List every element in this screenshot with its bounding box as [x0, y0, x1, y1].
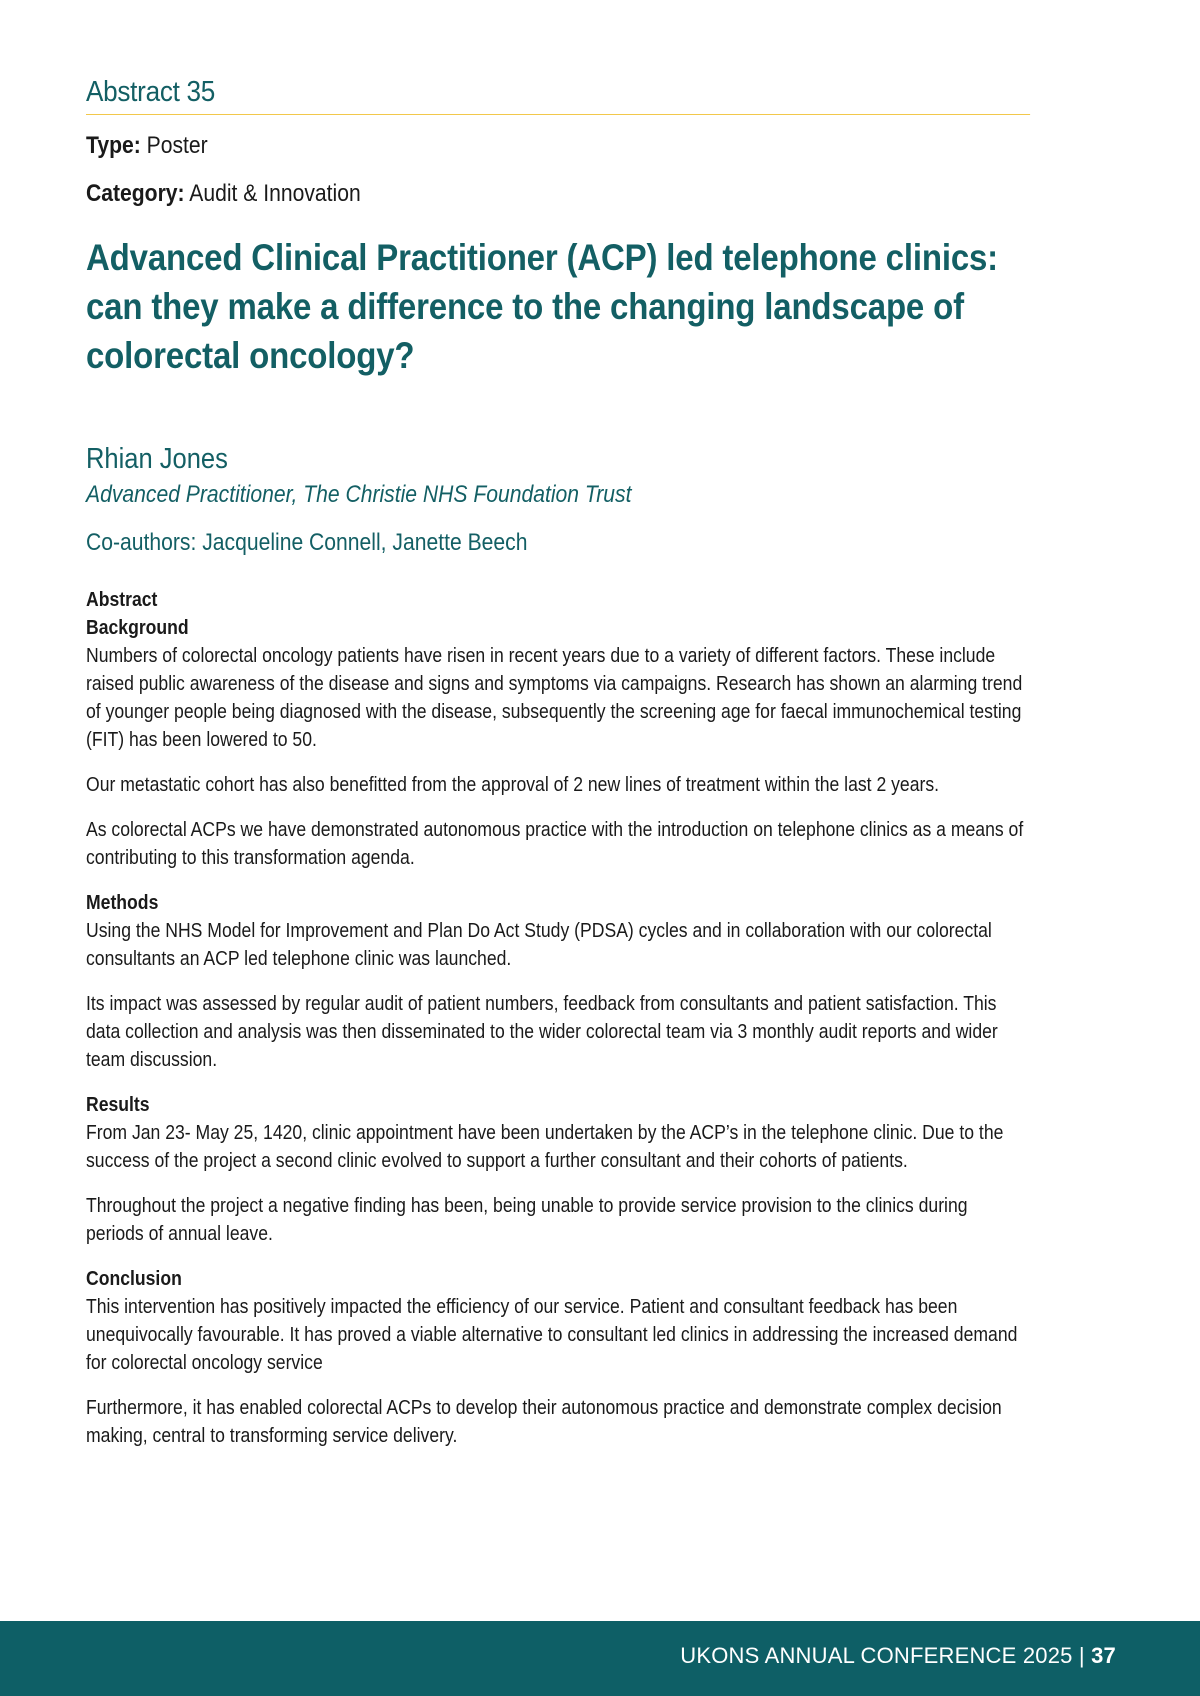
- methods-paragraph: Using the NHS Model for Improvement and Plan Do Act Study (PDSA) cycles and in collaboration with our colorectal consultants an ACP led telephone clinic was launched.: [86, 920, 992, 970]
- author-name: Rhian Jones: [86, 443, 228, 475]
- methods-heading: Methods: [86, 892, 159, 914]
- type-label: Type:: [86, 132, 141, 159]
- type-line: [86, 129, 1030, 163]
- abstract-body: [86, 586, 1030, 1450]
- footer-separator: |: [1072, 1643, 1092, 1668]
- abstract-number: Abstract 35: [86, 76, 1030, 115]
- methods-paragraph: Its impact was assessed by regular audit of patient numbers, feedback from consultants and patient satisfaction. This data collection and analysis was then disseminated to the wider colorectal team via 3 monthly audit reports and wider team discussion.: [86, 993, 998, 1071]
- category-value: Audit & Innovation: [189, 180, 361, 207]
- page-footer: [0, 1621, 1200, 1696]
- category-label: Category:: [86, 180, 185, 207]
- type-value: Poster: [146, 132, 208, 159]
- coauthors: Co-authors: Jacqueline Connell, Janette Beech: [86, 529, 528, 556]
- results-heading: Results: [86, 1094, 150, 1116]
- results-paragraph: From Jan 23- May 25, 1420, clinic appointment have been undertaken by the ACP’s in the telephone clinic. Due to the success of the project a second clinic evolved to support a further consultant and their cohorts of patients.: [86, 1122, 1004, 1172]
- results-paragraph: Throughout the project a negative finding has been, being unable to provide service provision to the clinics during periods of annual leave.: [86, 1195, 968, 1245]
- conclusion-paragraph: Furthermore, it has enabled colorectal ACPs to develop their autonomous practice and demonstrate complex decision making, central to transforming service delivery.: [86, 1397, 1002, 1447]
- abstract-page: [86, 76, 1030, 1467]
- conclusion-heading: Conclusion: [86, 1268, 182, 1290]
- abstract-heading: Abstract: [86, 589, 158, 611]
- background-paragraph: Our metastatic cohort has also benefitted from the approval of 2 new lines of treatment within the last 2 years.: [86, 774, 940, 796]
- abstract-title: Advanced Clinical Practitioner (ACP) led telephone clinics: can they make a difference to the changing landscape of colorectal oncology?: [86, 236, 998, 376]
- background-paragraph: Numbers of colorectal oncology patients have risen in recent years due to a variety of different factors. These include raised public awareness of the disease and signs and symptoms via campaigns. Research has shown an alarming trend of younger people being diagnosed with the disease, subsequently the screening age for faecal immunochemical testing (FIT) has been lowered to 50.: [86, 645, 1023, 751]
- page-number: 37: [1091, 1643, 1116, 1668]
- background-paragraph: As colorectal ACPs we have demonstrated autonomous practice with the introduction on telephone clinics as a means of contributing to this transformation agenda.: [86, 819, 1024, 869]
- category-line: [86, 177, 1030, 211]
- conclusion-paragraph: This intervention has positively impacted the efficiency of our service. Patient and consultant feedback has been unequivocally favourable. It has proved a viable alternative to consultant led clinics in addressing the increased demand for colorectal oncology service: [86, 1296, 1018, 1374]
- conference-name: UKONS ANNUAL CONFERENCE 2025: [680, 1643, 1073, 1668]
- author-affiliation: Advanced Practitioner, The Christie NHS Foundation Trust: [86, 481, 632, 508]
- background-heading: Background: [86, 617, 189, 639]
- footer-text: [680, 1643, 1116, 1669]
